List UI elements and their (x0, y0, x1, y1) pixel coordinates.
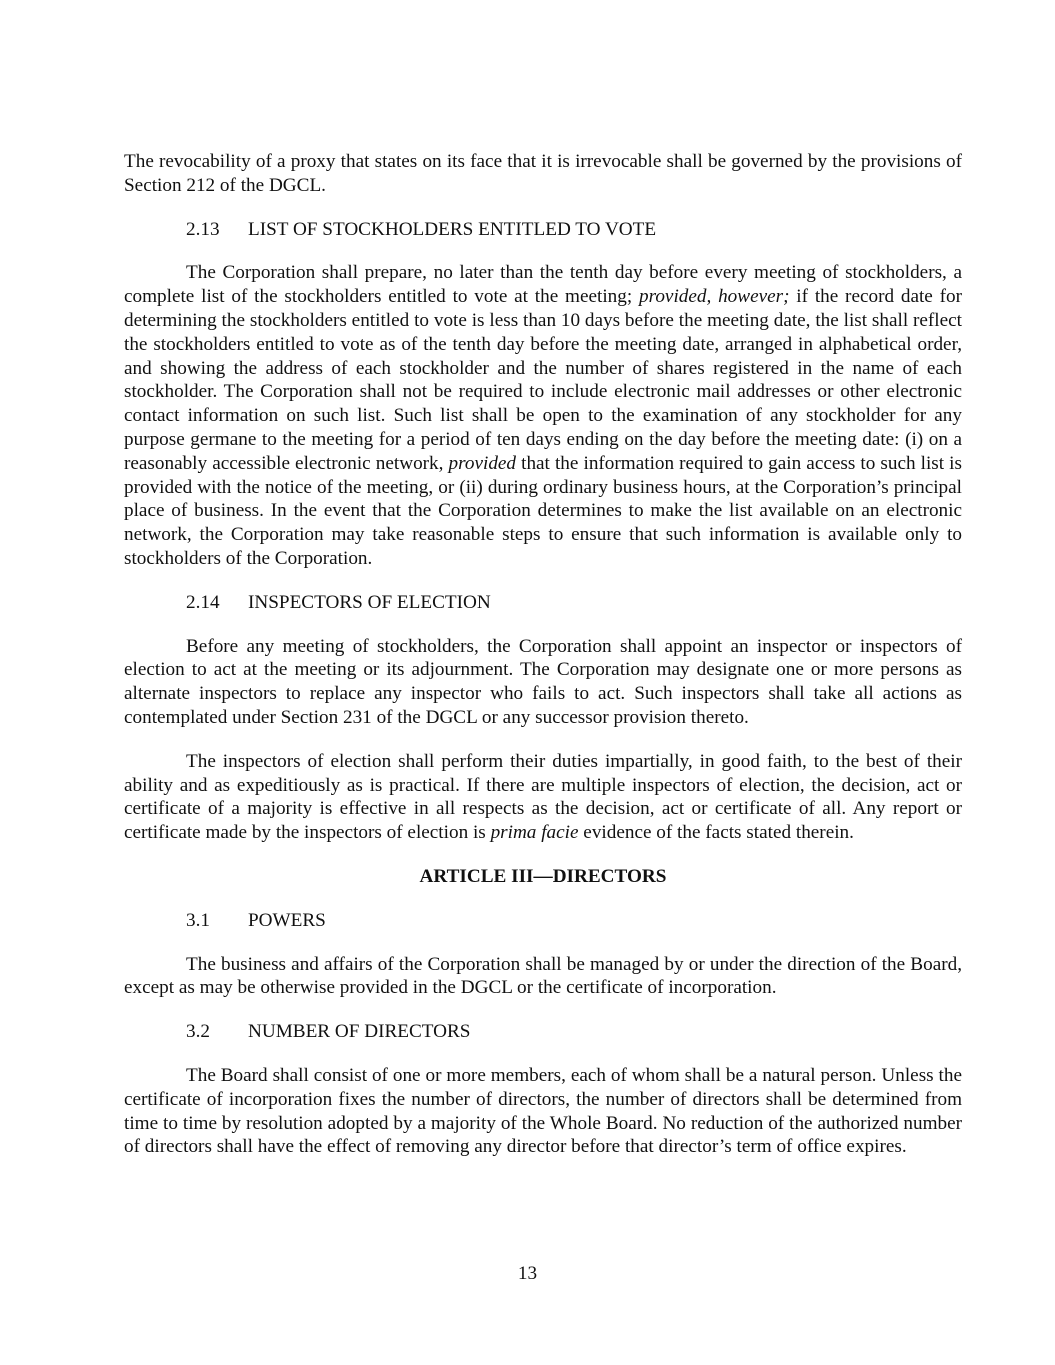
stockholder-list-paragraph: The Corporation shall prepare, no later than the tenth day before every meeting of stockholders, a complete list of the stockholders entitled to vote at the meeting; provided, however; if the record date for determining the stockholders entitled to vote is less than 10 days before the meeting date, the list shall reflect the stockholders entitled to vote as of the tenth day before the meeting date, arranged in alphabetical order, and showing the address of each stockholder and the number of shares registered in the name of each stockholder. The Corporation shall not be required to include electronic mail addresses or other electronic contact information on such list. Such list shall be open to the examination of any stockholder for any purpose germane to the meeting for a period of ten days ending on the day before the meeting date: (i) on a reasonably accessible electronic network, provided that the information required to gain access to such list is provided with the notice of the meeting, or (ii) during ordinary business hours, at the Corporation’s principal place of business. In the event that the Corporation determines to make the list available on an electronic network, the Corporation may take reasonable steps to ensure that such information is available only to stockholders of the Corporation. (124, 262, 963, 569)
section-heading-2-13 (186, 218, 962, 242)
section-number: 2.13 (186, 218, 220, 240)
inspector-duties-paragraph: The inspectors of election shall perform their duties impartially, in good faith, to the best of their ability and as expeditiously as is practical. If there are multiple inspectors of election, the decision, act or certificate of a majority is effective in all respects as the decision, act or certificate of all. Any report or certificate made by the inspectors of election is prima facie evidence of the facts stated therein. (124, 750, 962, 844)
board-powers-paragraph: The business and affairs of the Corporation shall be managed by or under the direction of the Board, except as may be otherwise provided in the DGCL or the certificate of incorporation. (124, 953, 962, 999)
section-title: INSPECTORS OF ELECTION (248, 591, 491, 613)
document-page (124, 150, 962, 1159)
section-title: NUMBER OF DIRECTORS (248, 1021, 471, 1043)
section-title: LIST OF STOCKHOLDERS ENTITLED TO VOTE (248, 218, 657, 240)
page-number: 13 (517, 1263, 538, 1284)
emphasis-text: provided, however; (638, 286, 790, 308)
inspector-appointment-paragraph: Before any meeting of stockholders, the Corporation shall appoint an inspector or inspectors of election to act at the meeting or its adjournment. The Corporation may designate one or more persons as alternate inspectors to replace any inspector who fails to act. Such inspectors shall take all actions as contemplated under Section 231 of the DGCL or any successor provision thereto. (124, 635, 962, 728)
section-number: 3.1 (186, 909, 210, 931)
section-number: 3.2 (186, 1021, 210, 1043)
proxy-revocability-paragraph: The revocability of a proxy that states on its face that it is irrevocable shall be governed by the provisions of Section 212 of the DGCL. (124, 151, 962, 196)
section-number: 2.14 (186, 591, 220, 613)
article-heading: ARTICLE III—DIRECTORS (419, 865, 667, 887)
emphasis-text: provided (448, 452, 517, 474)
section-heading-3-2 (186, 1020, 962, 1044)
section-heading-3-1 (186, 909, 962, 933)
section-title: POWERS (248, 909, 326, 931)
emphasis-text: prima facie (490, 822, 579, 844)
number-of-directors-paragraph: The Board shall consist of one or more members, each of whom shall be a natural person. Unless the certificate of incorporation fixes the number of directors, the number of directors shall be determined from time to time by resolution adopted by a majority of the Whole Board. No reduction of the authorized number of directors shall have the effect of removing any director before that director’s term of office expires. (124, 1064, 962, 1158)
section-heading-2-14 (186, 591, 962, 615)
